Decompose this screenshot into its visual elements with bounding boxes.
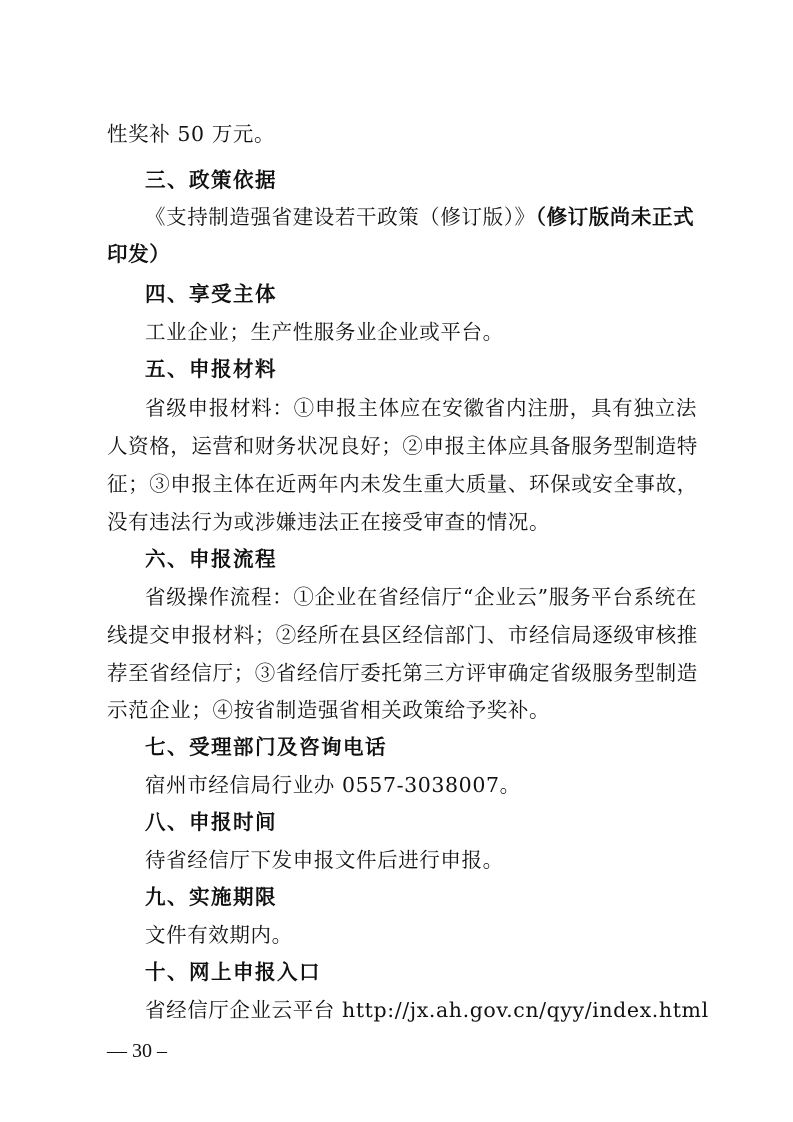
policy-document-title: 《支持制造强省建设若干政策（修订版）》: [145, 205, 536, 229]
paragraph-line: 性奖补 50 万元。: [107, 122, 276, 146]
section-heading-eligible-entities: 四、享受主体: [145, 282, 277, 306]
section-heading-application-materials: 五、申报材料: [145, 357, 277, 381]
paragraph-line: 征；③申报主体在近两年内未发生重大质量、环保或安全事故，: [107, 472, 698, 496]
online-entry-line: 省经信厅企业云平台 http://jx.ah.gov.cn/qyy/index.html: [145, 998, 709, 1022]
section-heading-application-process: 六、申报流程: [145, 547, 277, 571]
paragraph-line: 没有违法行为或涉嫌违法正在接受审查的情况。: [107, 510, 551, 534]
contact-line: 宿州市经信局行业办 0557-3038007。: [145, 773, 521, 797]
paragraph-line: 工业企业；生产性服务业企业或平台。: [145, 320, 504, 344]
paragraph-line: 待省经信厅下发申报文件后进行申报。: [145, 848, 504, 872]
paragraph-line: 文件有效期内。: [145, 923, 293, 947]
paragraph-line: 荐至省经信厅；③省经信厅委托第三方评审确定省级服务型制造: [107, 661, 698, 685]
paragraph-line: 省级操作流程：①企业在省经信厅“企业云”服务平台系统在: [145, 585, 697, 609]
paragraph-line: 线提交申报材料；②经所在县区经信部门、市经信局逐级审核推: [107, 623, 698, 647]
paragraph-line: 省级申报材料：①申报主体应在安徽省内注册，具有独立法: [145, 396, 697, 420]
section-heading-contact: 七、受理部门及咨询电话: [145, 735, 387, 759]
paragraph-line: 示范企业；④按省制造强省相关政策给予奖补。: [107, 698, 551, 722]
page-number: — 30 –: [107, 1040, 167, 1062]
section-heading-application-time: 八、申报时间: [145, 810, 277, 834]
section-heading-policy-basis: 三、政策依据: [145, 168, 277, 192]
policy-note-bold: （修订版尚未正式: [535, 205, 695, 229]
section-heading-implementation-period: 九、实施期限: [145, 885, 277, 909]
policy-note-bold-continued: 印发）: [107, 242, 171, 266]
section-heading-online-entry: 十、网上申报入口: [145, 960, 321, 984]
paragraph-line: [145, 203, 697, 231]
paragraph-line: 人资格，运营和财务状况良好；②申报主体应具备服务型制造特: [107, 434, 698, 458]
